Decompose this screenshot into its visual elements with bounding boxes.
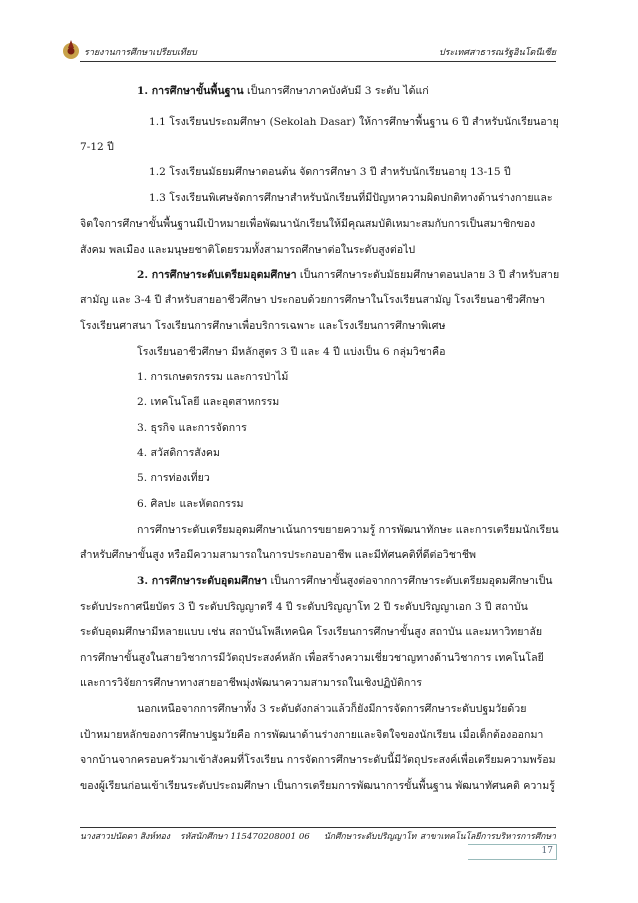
header-rule [80,61,556,62]
paragraph-line: จากบ้านจากครอบครัวมาเข้าสังคมที่โรงเรียน การจัดการศึกษาระดับนี้มีวัตถุประสงค์เพื่อเตรียมความพร้อม [80,754,556,766]
university-emblem-icon [61,38,81,60]
section-heading-upper-secondary: 2. การศึกษาระดับเตรียมอุดมศึกษา [137,269,297,281]
paragraph-line: โรงเรียนอาชีวศึกษา มีหลักสูตร 3 ปี และ 4 ปี แบ่งเป็น 6 กลุ่มวิชาคือ [137,346,446,358]
header-report-title: รายงานการศึกษาเปรียบเทียบ [84,48,197,58]
paragraph-line: สำหรับศึกษาขั้นสูง หรือมีความสามารถในการประกอบอาชีพ และมีทัศนคติที่ดีต่อวิชาชีพ [80,549,477,561]
line-text: เป็นการศึกษาภาคบังคับมี 3 ระดับ ได้แก่ [243,85,429,97]
list-item: 4. สวัสดิการสังคม [137,447,220,459]
paragraph-line: 7-12 ปี [80,141,114,153]
footer-program: สาขาเทคโนโลยีการบริหารการศึกษา [419,832,556,842]
paragraph-line: จิตใจการศึกษาขั้นพื้นฐานมีเป้าหมายเพื่อพัฒนานักเรียนให้มีคุณสมบัติเหมาะสมกับการเป็นสมาชิกของ [80,218,536,230]
section-heading-basic-education: 1. การศึกษาขั้นพื้นฐาน [137,85,244,97]
line-text: เป็นการศึกษาขั้นสูงต่อจากการศึกษาระดับเตรียมอุดมศึกษาเป็น [267,575,553,587]
paragraph-line: ระดับประกาศนียบัตร 3 ปี ระดับปริญญาตรี 4 ปี ระดับปริญญาโท 2 ปี ระดับปริญญาเอก 3 ปี สถาบัน [80,601,528,613]
paragraph-line [137,574,553,588]
paragraph-line: สามัญ และ 3-4 ปี สำหรับสายอาชีวศึกษา ประกอบด้วยการศึกษาในโรงเรียนสามัญ โรงเรียนอาชีวศึกษา [80,294,546,306]
paragraph-line: ระดับอุดมศึกษามีหลายแบบ เช่น สถาบันโพลีเทคนิค โรงเรียนการศึกษาขั้นสูง สถาบัน และมหาวิทยาลัย [80,626,543,638]
list-item: 1. การเกษตรกรรม และการป่าไม้ [137,371,289,383]
paragraph-line: การศึกษาระดับเตรียมอุดมศึกษาเน้นการขยายความรู้ การพัฒนาทักษะ และการเตรียมนักเรียน [137,524,559,536]
section-heading-higher-education: 3. การศึกษาระดับอุดมศึกษา [137,575,268,587]
page-header [80,44,556,60]
paragraph-line: และการวิจัยการศึกษาทางสายอาชีพมุ่งพัฒนาความสามารถในเชิงปฏิบัติการ [80,677,422,689]
paragraph-line: การศึกษาขั้นสูงในสายวิชาการมีวัตถุประสงค์หลัก เพื่อสร้างความเชี่ยวชาญทางด้านวิชาการ เทคโนโลยี [80,652,544,664]
paragraph-line: นอกเหนือจากการศึกษาทั้ง 3 ระดับดังกล่าวแล้วก็ยังมีการจัดการศึกษาระดับปฐมวัยด้วย [137,703,527,715]
footer-author: นางสาวปนัดดา สิงห์ทอง [80,832,170,842]
paragraph-line: 1.3 โรงเรียนพิเศษจัดการศึกษาสำหรับนักเรียนที่มีปัญหาความผิดปกติทางด้านร่างกายและ [149,192,553,204]
header-country: ประเทศสาธารณรัฐอินโดนีเซีย [438,48,556,58]
page-number: 17 [541,846,553,856]
paragraph-line: ของผู้เรียนก่อนเข้าเรียนระดับประถมศึกษา เป็นการเตรียมการพัฒนาการขั้นพื้นฐาน พัฒนาทัศนคติ ความรู้ [80,780,555,792]
paragraph-line: สังคม พลเมือง และมนุษยชาติโดยรวมทั้งสามารถศึกษาต่อในระดับสูงต่อไป [80,244,416,256]
list-item: 5. การท่องเที่ยว [137,472,210,484]
footer-level: นักศึกษาระดับปริญญาโท [324,832,417,842]
paragraph-line [137,268,559,282]
footer-rule [80,827,556,828]
line-text: เป็นการศึกษาระดับมัธยมศึกษาตอนปลาย 3 ปี สำหรับสาย [296,269,560,281]
page-number-box [468,844,557,860]
paragraph-line [137,84,429,98]
list-item: 3. ธุรกิจ และการจัดการ [137,422,247,434]
paragraph-line: โรงเรียนศาสนา โรงเรียนการศึกษาเพื่อบริการเฉพาะ และโรงเรียนการศึกษาพิเศษ [80,320,446,332]
list-item: 6. ศิลปะ และหัตถกรรม [137,498,244,510]
footer-student-id: รหัสนักศึกษา 115470208001 06 [180,832,310,842]
paragraph-line: 1.2 โรงเรียนมัธยมศึกษาตอนต้น จัดการศึกษา 3 ปี สำหรับนักเรียนอายุ 13-15 ปี [149,166,511,178]
paragraph-line: 1.1 โรงเรียนประถมศึกษา (Sekolah Dasar) ให้การศึกษาพื้นฐาน 6 ปี สำหรับนักเรียนอายุ [149,116,559,128]
list-item: 2. เทคโนโลยี และอุตสาหกรรม [137,396,280,408]
paragraph-line: เป้าหมายหลักของการศึกษาปฐมวัยคือ การพัฒนาด้านร่างกายและจิตใจของนักเรียน เมื่อเด็กต้องออกมา [80,729,544,741]
